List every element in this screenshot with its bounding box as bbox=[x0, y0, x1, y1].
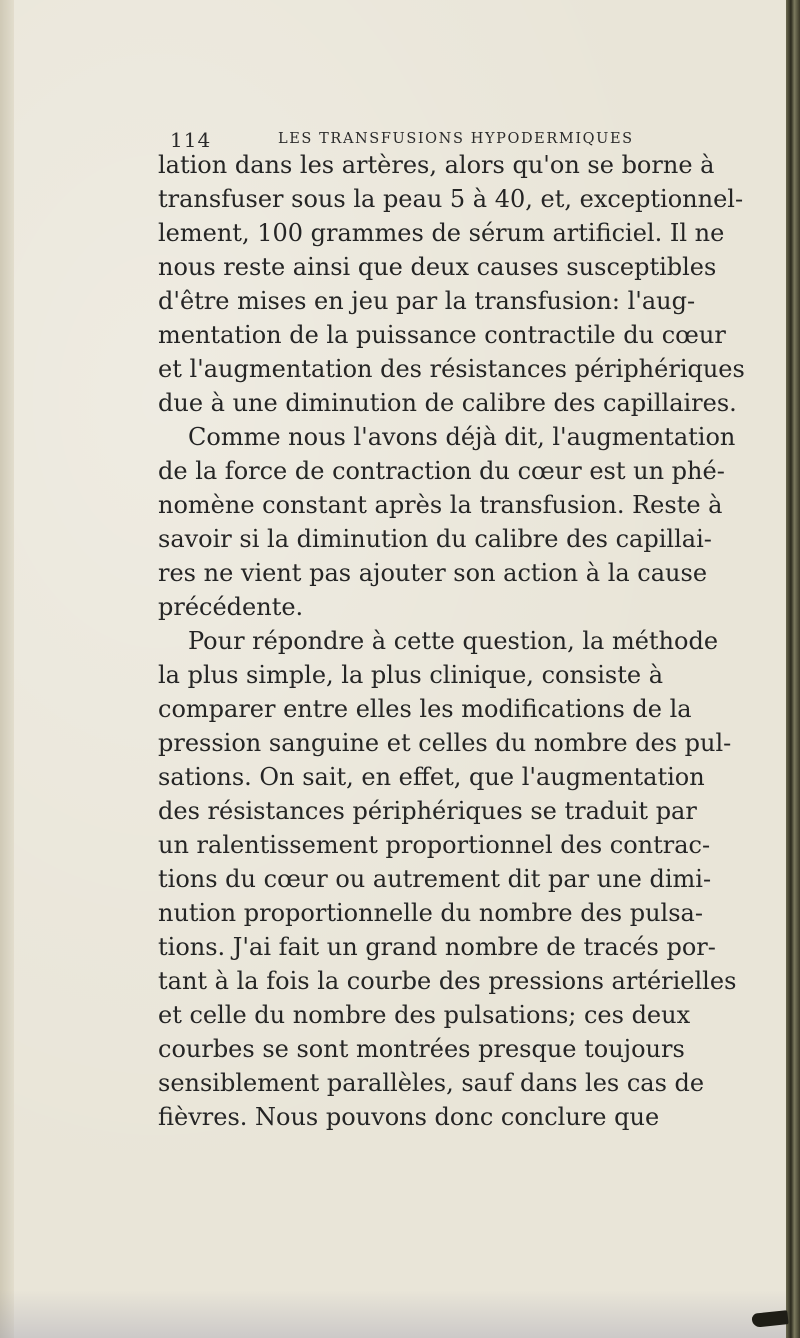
text-line: Pour répondre à cette question, la méthode bbox=[188, 627, 719, 655]
text-line: et l'augmentation des résistances périphériques bbox=[158, 355, 745, 383]
text-line: d'être mises en jeu par la transfusion: l'aug- bbox=[158, 287, 696, 315]
body-text bbox=[158, 148, 745, 1134]
text-line: savoir si la diminution du calibre des capillai- bbox=[158, 525, 712, 553]
page-bottom-shadow bbox=[0, 1290, 786, 1338]
text-line: tions. J'ai fait un grand nombre de tracés por- bbox=[158, 933, 716, 961]
text-line: transfuser sous la peau 5 à 40, et, exceptionnel- bbox=[158, 185, 744, 213]
text-line: nomène constant après la transfusion. Reste à bbox=[158, 491, 723, 519]
text-line: pression sanguine et celles du nombre des pul- bbox=[158, 729, 732, 757]
book-edge bbox=[786, 0, 800, 1338]
page-gutter bbox=[0, 0, 14, 1338]
text-line: nous reste ainsi que deux causes susceptibles bbox=[158, 253, 717, 281]
text-line: lement, 100 grammes de sérum artificiel. Il ne bbox=[158, 219, 725, 247]
text-line: des résistances périphériques se traduit par bbox=[158, 797, 697, 825]
text-line: res ne vient pas ajouter son action à la cause bbox=[158, 559, 708, 587]
text-line: tions du cœur ou autrement dit par une dimi- bbox=[158, 865, 712, 893]
running-title: LES TRANSFUSIONS HYPODERMIQUES bbox=[278, 131, 634, 147]
text-line: fièvres. Nous pouvons donc conclure que bbox=[158, 1103, 660, 1131]
page-number: 114 bbox=[170, 128, 212, 152]
text-line: mentation de la puissance contractile du cœur bbox=[158, 321, 726, 349]
text-line: tant à la fois la courbe des pressions artérielles bbox=[158, 967, 737, 995]
text-line: précédente. bbox=[158, 593, 304, 621]
text-line: et celle du nombre des pulsations; ces deux bbox=[158, 1001, 691, 1029]
text-line: la plus simple, la plus clinique, consiste à bbox=[158, 661, 664, 689]
text-line: Comme nous l'avons déjà dit, l'augmentation bbox=[188, 423, 736, 451]
text-line: sations. On sait, en effet, que l'augmentation bbox=[158, 763, 705, 791]
text-line: nution proportionnelle du nombre des pulsa- bbox=[158, 899, 703, 927]
text-line: un ralentissement proportionnel des contrac- bbox=[158, 831, 711, 859]
text-line: comparer entre elles les modifications de la bbox=[158, 695, 692, 723]
text-line: de la force de contraction du cœur est un phé- bbox=[158, 457, 725, 485]
text-line: lation dans les artères, alors qu'on se borne à bbox=[158, 151, 715, 179]
text-line: courbes se sont montrées presque toujours bbox=[158, 1035, 685, 1063]
text-line: sensiblement parallèles, sauf dans les cas de bbox=[158, 1069, 705, 1097]
text-line: due à une diminution de calibre des capillaires. bbox=[158, 389, 737, 417]
